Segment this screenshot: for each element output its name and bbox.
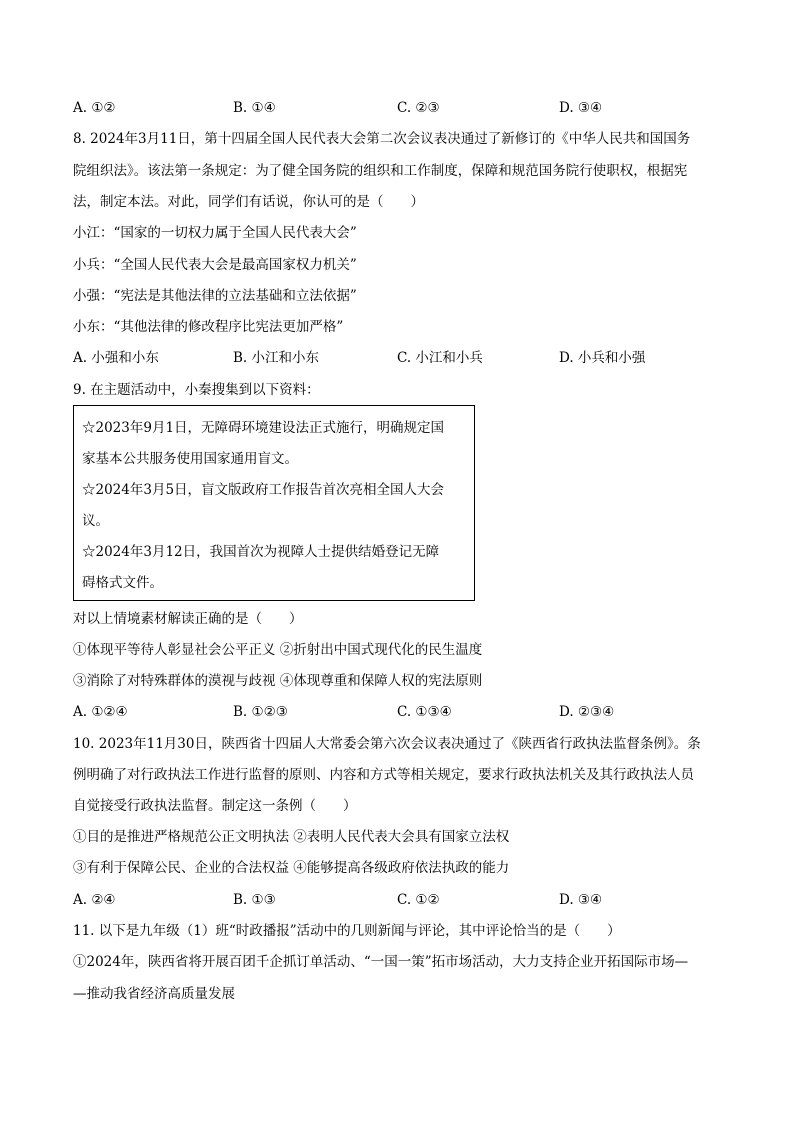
q8-speech-xiaojiang: 小江：“国家的一切权力属于全国人民代表大会” (73, 225, 357, 241)
q10-stem-line-1: 10. 2023年11月30日，陕西省十四届人大常委会第六次会议表决通过了《陕西省行政执法监督条例》。条 (73, 736, 701, 752)
q9-stem: 9. 在主题活动中，小秦搜集到以下资料： (73, 382, 320, 398)
q9-box-line-6: 碍格式文件。 (82, 575, 163, 591)
q7-option-a: A. ①② (73, 100, 116, 116)
q8-stem-line-1: 8. 2024年3月11日，第十四届全国人民代表大会第二次会议表决通过了新修订的《中华人民共和国国务 (73, 131, 691, 147)
q9-box-line-1: ☆2023年9月1日，无障碍环境建设法正式施行，明确规定国 (82, 420, 445, 436)
q9-option-a: A. ①②④ (73, 704, 128, 720)
q8-option-b: B. 小江和小东 (233, 350, 320, 366)
q8-speech-xiaodong: 小东：“其他法律的修改程序比宪法更加严格” (73, 319, 344, 335)
q10-statements-2: ③有利于保障公民、企业的合法权益 ④能够提高各级政府依法执政的能力 (73, 860, 510, 876)
q7-option-d: D. ③④ (559, 100, 603, 116)
q8-stem-line-3: 法，制定本法。对此，同学们有话说，你认可的是（ ） (73, 194, 424, 210)
q10-option-b: B. ①③ (233, 892, 276, 908)
q10-stem-line-3: 自觉接受行政执法监督。制定这一条例（ ） (73, 798, 357, 814)
q7-option-b: B. ①④ (233, 100, 276, 116)
q9-question: 对以上情境素材解读正确的是（ ） (73, 611, 303, 627)
q8-speech-xiaobing: 小兵：“全国人民代表大会是最高国家权力机关” (73, 257, 357, 273)
q9-box-line-3: ☆2024年3月5日，盲文版政府工作报告首次亮相全国人大会 (82, 482, 445, 498)
q9-box-line-5: ☆2024年3月12日，我国首次为视障人士提供结婚登记无障 (82, 544, 440, 560)
q8-option-d: D. 小兵和小强 (559, 350, 646, 366)
q7-option-c: C. ②③ (397, 100, 440, 116)
q8-stem-line-2: 院组织法》。该法第一条规定：为了健全国务院的组织和工作制度，保障和规范国务院行使职权，根据宪 (73, 163, 688, 179)
q9-option-d: D. ②③④ (559, 704, 615, 720)
q9-material-box (73, 405, 475, 601)
q8-option-a: A. 小强和小东 (73, 350, 159, 366)
q11-item1-line-1: ①2024年，陕西省将开展百团千企抓订单活动、“一国一策”拓市场活动，大力支持企业开拓国际市场— (73, 954, 689, 970)
q10-option-c: C. ①② (397, 892, 440, 908)
q9-box-line-4: 议。 (82, 513, 109, 529)
q9-statements-1: ①体现平等待人彰显社会公平正义 ②折射出中国式现代化的民生温度 (73, 642, 483, 658)
q11-item1-line-2: —推动我省经济高质量发展 (73, 986, 235, 1002)
q9-statements-2: ③消除了对特殊群体的漠视与歧视 ④体现尊重和保障人权的宪法原则 (73, 673, 483, 689)
q8-option-c: C. 小江和小兵 (397, 350, 483, 366)
q9-option-b: B. ①②③ (233, 704, 288, 720)
q9-option-c: C. ①③④ (397, 704, 452, 720)
q8-speech-xiaoqiang: 小强：“宪法是其他法律的立法基础和立法依据” (73, 288, 357, 304)
q10-stem-line-2: 例明确了对行政执法工作进行监督的原则、内容和方式等相关规定，要求行政执法机关及其行政执法人员 (73, 767, 694, 783)
q10-option-a: A. ②④ (73, 892, 116, 908)
q11-stem: 11. 以下是九年级（1）班“时政播报”活动中的几则新闻与评论，其中评论恰当的是（ ） (73, 923, 621, 939)
q9-box-line-2: 家基本公共服务使用国家通用盲文。 (82, 451, 298, 467)
q10-option-d: D. ③④ (559, 892, 603, 908)
q10-statements-1: ①目的是推进严格规范公正文明执法 ②表明人民代表大会具有国家立法权 (73, 829, 510, 845)
